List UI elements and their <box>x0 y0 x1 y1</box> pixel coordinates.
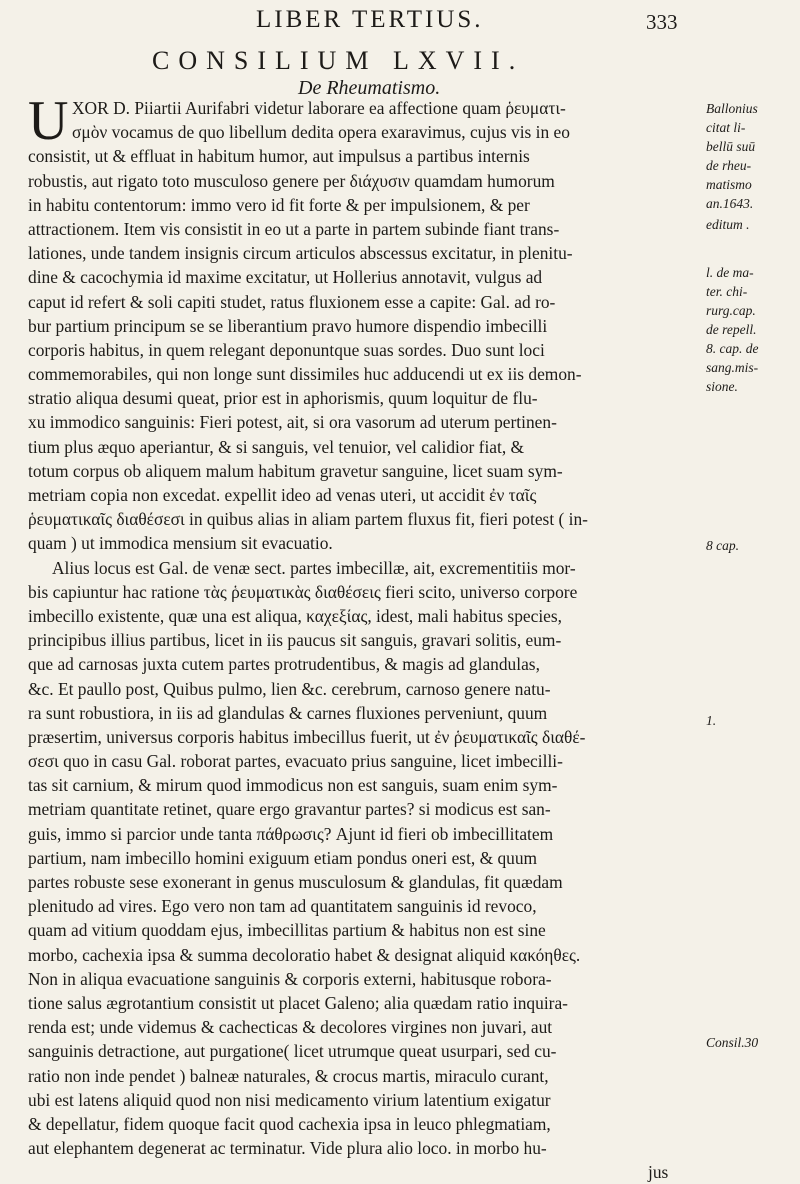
margin-note: matismo <box>706 177 752 192</box>
margin-note: an.1643. <box>706 196 754 211</box>
text-line: que ad carnosas juxta cutem partes protrudentibus, & magis ad glandulas, <box>28 654 540 675</box>
text-line: XOR D. Piiartii Aurifabri videtur laborare ea affectione quam ῥευματι- <box>72 98 566 118</box>
text-line: imbecillo existente, quæ una est aliqua, καχεξίας, idest, mali habitus species, <box>28 605 562 626</box>
margin-note: sione. <box>706 379 738 394</box>
chapter-subtitle: De Rheumatismo. <box>298 77 441 99</box>
margin-note: editum . <box>706 217 750 232</box>
text-line: tione salus ægrotantium consistit ut placet Galeno; alia quædam ratio inquira- <box>28 992 568 1013</box>
text-line: Non in aliqua evacuatione sanguinis & corporis externi, habitusque robora- <box>28 968 552 989</box>
margin-note: ter. chi- <box>706 284 748 299</box>
text-line: præsertim, universus corporis habitus imbecillus fuerit, ut ἐν ῥευματικαῖς διαθέ- <box>28 726 586 747</box>
text-line: &c. Et paullo post, Quibus pulmo, lien &c. cerebrum, carnoso genere natu- <box>28 678 551 699</box>
text-line: lationes, unde tandem insignis circum articulos abscessus excitatur, in plenitu- <box>28 243 573 264</box>
margin-note: de rheu- <box>706 158 752 173</box>
text-line: ra sunt robustiora, in iis ad glandulas & carnes fluxiones perveniunt, quum <box>28 702 548 723</box>
margin-note: bellū suū <box>706 139 756 154</box>
text-line: stratio aliqua desumi queat, prior est in aphorismis, quum loquitur de flu- <box>28 388 538 409</box>
text-line: consistit, ut & effluat in habitum humor, aut impulsus a partibus internis <box>28 146 530 167</box>
text-line: bis capiuntur hac ratione τὰς ῥευματικὰς διαθέσεις fieri scito, universo corpore <box>28 581 578 602</box>
text-line: & depellatur, fidem quoque facit quod cachexia ipsa in leuco phlegmatiam, <box>28 1113 551 1134</box>
text-line: dine & cacochymia id maxime excitatur, ut Hollerius annotavit, vulgus ad <box>28 267 543 288</box>
margin-note: 8. cap. de <box>706 341 759 356</box>
chapter-title: CONSILIUM LXVII. <box>152 46 525 75</box>
text-line: tas sit carnium, & mirum quod immodicus non est sanguis, suam enim sym- <box>28 775 558 796</box>
text-line: commemorabiles, qui non longe sunt dissimiles huc adducendi ut ex iis demon- <box>28 364 582 385</box>
text-line: caput id refert & soli capiti studet, ratus fluxionem esse a capite: Gal. ad ro- <box>28 291 556 312</box>
text-line: totum corpus ob aliquem malum habitum gravetur sanguine, licet suam sym- <box>28 460 563 481</box>
body-text <box>28 90 700 1184</box>
text-line: ubi est latens aliquid quod non nisi medicamento virium latentium exigatur <box>28 1089 551 1110</box>
text-line: in habitu contentorum: immo vero id fit forte & per impulsionem, & per <box>28 194 530 215</box>
text-line: tium plus æquo aperiantur, & si sanguis, vel tenuior, vel calidior fiat, & <box>28 436 525 457</box>
margin-note: 8 cap. <box>706 538 739 553</box>
page-number: 333 <box>646 10 678 34</box>
text-line: sanguinis detractione, aut purgatione( licet utrumque queat usurpari, sed cu- <box>28 1041 557 1062</box>
text-line: quam ) ut immodica mensium sit evacuatio. <box>28 533 333 554</box>
text-line: partium, nam imbecillo homini exiguum etiam pondus oneri est, & quum <box>28 847 538 868</box>
text-line: guis, immo si parcior unde tanta πάθρωσις? Ajunt id fieri ob imbecillitatem <box>28 823 554 844</box>
margin-note: 1. <box>706 713 717 728</box>
text-line: attractionem. Item vis consistit in eo ut a parte in partem subinde fiant trans- <box>28 218 560 239</box>
text-line: aut elephantem degenerat ac terminatur. Vide plura alio loco. in morbo hu- <box>28 1138 547 1159</box>
margin-note: de repell. <box>706 322 757 337</box>
book-title: LIBER TERTIUS. <box>256 6 484 33</box>
text-line: partes robuste sese exonerant in genus musculosum & glandulas, fit quædam <box>28 872 563 892</box>
text-line: quam ad vitium quoddam ejus, imbecillitas partium & habitus non est sine <box>28 920 546 941</box>
margin-note: l. de ma- <box>706 265 754 280</box>
text-line: ratio non inde pendet ) balneæ naturales, & crocus martis, miraculo curant, <box>28 1065 549 1086</box>
margin-note: Ballonius <box>706 101 758 116</box>
text-line: principibus illius partibus, licet in iis paucus sit sanguis, gravari solitis, eum- <box>28 630 562 651</box>
drop-cap: U <box>28 90 69 152</box>
text-line: Alius locus est Gal. de venæ sect. partes imbecillæ, ait, excrementitiis mor- <box>52 557 576 578</box>
text-line: metriam quantitate retinet, quare ergo gravantur partes? si modicus est san- <box>28 799 551 820</box>
running-head <box>0 4 800 38</box>
text-line: metriam copia non excedat. expellit ideo ad venas uteri, ut accidit ἐν ταῖς <box>28 485 537 505</box>
text-line: plenitudo ad vires. Ego vero non tam ad quantitatem sanguinis id revoco, <box>28 896 537 917</box>
text-line: corporis habitus, in quem relegant deponuntque suas sordes. Duo sunt loci <box>28 339 545 360</box>
text-line: robustis, aut rigato toto musculoso genere per διάχυσιν quamdam humorum <box>28 170 555 191</box>
margin-note: sang.mis- <box>706 360 759 375</box>
text-line: σεσι quo in casu Gal. roborat partes, evacuato prius sanguine, licet imbecilli- <box>28 751 563 772</box>
margin-note: Consil.30 <box>706 1035 759 1050</box>
margin-note: citat li- <box>706 120 746 135</box>
text-line: morbo, cachexia ipsa & summa decoloratio habet & designat aliquid κακόηθες. <box>28 944 581 965</box>
text-line: σμὸν vocamus de quo libellum dedita opera exaravimus, cujus vis in eo <box>72 122 570 143</box>
text-line: xu immodico sanguinis: Fieri potest, ait, si ora vasorum ad uterum pertinen- <box>28 412 557 433</box>
text-line: ῥευματικαῖς διαθέσεσι in quibus alias in aliam partem fluxus fit, fieri potest ( in- <box>28 509 588 530</box>
text-line: renda est; unde videmus & cachecticas & decolores virgines non juvari, aut <box>28 1017 553 1038</box>
text-line: bur partium principum se se liberantium pravo humore dispendio imbecilli <box>28 315 548 336</box>
catchword: jus <box>648 1162 669 1183</box>
margin-note: rurg.cap. <box>706 303 756 318</box>
